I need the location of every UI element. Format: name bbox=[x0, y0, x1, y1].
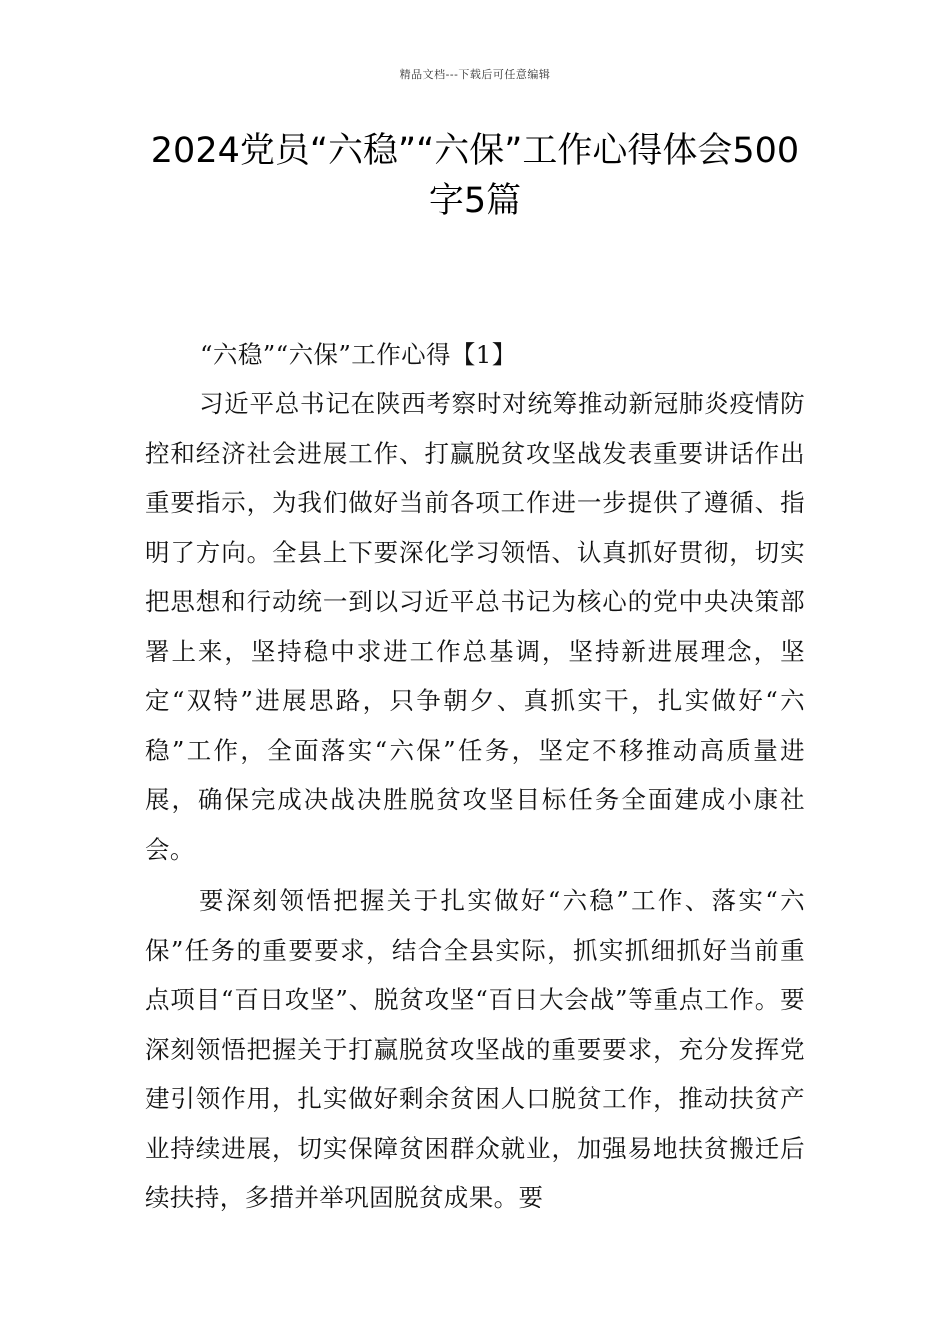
paragraph-1: 习近平总书记在陕西考察时对统筹推动新冠肺炎疫情防控和经济社会进展工作、打赢脱贫攻坚战发表重要讲话作出重要指示，为我们做好当前各项工作进一步提供了遵循、指明了方向。全县上下要深化学习领悟、认真抓好贯彻，切实把思想和行动统一到以习近平总书记为核心的党中央决策部署上来，坚持稳中求进工作总基调，坚持新进展理念，坚定“双特”进展思路，只争朝夕、真抓实干，扎实做好“六稳”工作，全面落实“六保”任务，坚定不移推动高质量进展，确保完成决战决胜脱贫攻坚目标任务全面建成小康社会。 bbox=[145, 389, 805, 864]
document-title: 2024党员“六稳”“六保”工作心得体会500字5篇 bbox=[150, 131, 800, 221]
section-heading: “六稳”“六保”工作心得【1】 bbox=[200, 340, 517, 369]
paragraph-2: 要深刻领悟把握关于扎实做好“六稳”工作、落实“六保”任务的重要要求，结合全县实际，抓实抓细抓好当前重点项目“百日攻坚”、脱贫攻坚“百日大会战”等重点工作。要深刻领悟把握关于打赢脱贫攻坚战的重要要求，充分发挥党建引领作用，扎实做好剩余贫困人口脱贫工作，推动扶贫产业持续进展，切实保障贫困群众就业，加强易地扶贫搬迁后续扶持，多措并举巩固脱贫成果。要 bbox=[145, 886, 805, 1212]
header-note: 精品文档---下载后可任意编辑 bbox=[399, 68, 551, 81]
